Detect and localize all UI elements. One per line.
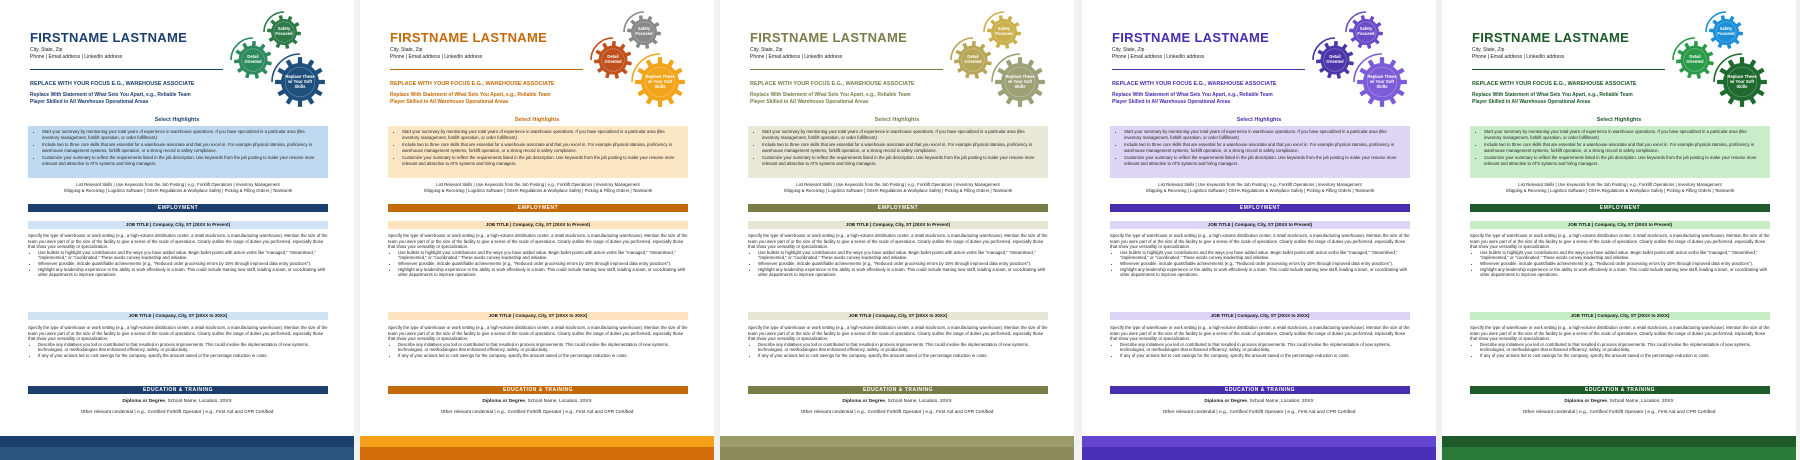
education-section-header: EDUCATION & TRAINING [28,386,328,394]
footer-stripe-top [720,436,1074,447]
job-2-bullet: • Describe any initiatives you led or contributed to that resulted in process improvements. This could involve the implementation of new systems, technologies, or methodologies that enhanced efficiency, safety, or productivity. [1120,342,1410,353]
summary-bullet: • Customize your summary to reflect the requirements listed in the job description. Use keywords from the job posting to make your resume more relevant and attractive to ATS systems and hiring managers. [1484,155,1764,166]
skills-list [748,182,1048,194]
summary-box [1110,126,1410,178]
contact-links: Phone | Email address | LinkedIn address [390,53,483,60]
soft-skills-gears-graphic [1310,10,1422,114]
select-highlights-heading: Select Highlights [1596,117,1642,123]
contact-location: City, State, Zip [390,47,423,53]
degree-label: Diploma or Degree [122,399,165,404]
degree-label: Diploma or Degree [1564,399,1607,404]
footer-stripe-top [1082,436,1436,447]
resume-page-orange [360,0,714,460]
summary-box [388,126,688,178]
job-1-bullet: • Highlight any leadership experience or the ability to work effectively in a team. This could include training new staff, leading a team, or coordinating with other departments to improve operations. [1480,267,1770,278]
summary-bullet: • Include two to three core skills that are essential for a warehouse associate and that you excel in. For example physical stamina, proficiency in warehouse management systems, forklift operation, or a strong record in safety compliance. [402,142,682,153]
contact-location: City, State, Zip [750,47,783,53]
summary-bullet: • Start your summary by mentioning your total years of experience in warehouse operations. If you have specialized in a particular area (like inventory management, forklift operation, or order fulfillment) [1124,129,1404,140]
soft-skills-gears-graphic [228,10,340,114]
summary-bullet: • Customize your summary to reflect the requirements listed in the job description. Use keywords from the job posting to make your resume more relevant and attractive to ATS systems and hiring managers. [762,155,1042,166]
education-credentials: Other relevant credential | e.g., Certified Forklift Operator | e.g., First Aid and CPR Certified [80,410,274,415]
job-1-details [1110,233,1410,278]
employment-section-header: EMPLOYMENT [388,204,688,212]
focus-headline: REPLACE WITH YOUR FOCUS E.G., WAREHOUSE ASSOCIATE [390,81,555,87]
job-2-title: JOB TITLE | Company, City, ST (20XX to 20XX) [28,312,328,320]
gear-label-softskills: Replace These w/ Your Soft Skills [1727,74,1757,89]
contact-info [750,47,842,60]
resume-name: FIRSTNAME LASTNAME [750,30,908,45]
degree-details: , School Name, Location, 20XX [1606,399,1674,404]
job-1-bullet: • Use bullets to highlight your contributions and the ways you have added value. Begin bullet points with action verbs like "managed," "streamlined," "implemented," or "coordinated." These words convey leadership and initiative. [1120,250,1410,261]
job-2-description: Specify the type of warehouse or work setting (e.g., a high-volume distribution center, a retail stockroom, a manufacturing warehouse). Mention the size of the team you were part of or the size of the facility to give a sense of the scale of operations. Clearly outline the range of duties you performed, especially those that show your versatility or specialization. [1470,325,1770,342]
summary-bullet: • Start your summary by mentioning your total years of experience in warehouse operations. If you have specialized in a particular area (like inventory management, forklift operation, or order fulfillment) [42,129,322,140]
footer-stripe-bottom [1442,447,1796,460]
resume-name: FIRSTNAME LASTNAME [390,30,548,45]
job-2-title: JOB TITLE | Company, City, ST (20XX to 20XX) [1110,312,1410,320]
job-1-title: JOB TITLE | Company, City, ST (20XX to Present) [388,221,688,229]
contact-info [1472,47,1564,60]
education-degree [1442,399,1796,404]
job-2-bullet: • Describe any initiatives you led or contributed to that resulted in process improvements. This could involve the implementation of new systems, technologies, or methodologies that enhanced efficiency, safety, or productivity. [758,342,1048,353]
summary-bullet: • Include two to three core skills that are essential for a warehouse associate and that you excel in. For example physical stamina, proficiency in warehouse management systems, forklift operation, or a strong record in safety compliance. [1124,142,1404,153]
skills-line-2: Shipping & Receiving | Logistics Software | OSHA Regulations & Workplace Safety | Picking & Filling Orders | Teamwork [783,188,1013,193]
job-2-details [1110,325,1410,359]
contact-location: City, State, Zip [30,47,63,53]
summary-bullet: • Include two to three core skills that are essential for a warehouse associate and that you excel in. For example physical stamina, proficiency in warehouse management systems, forklift operation, or a strong record in safety compliance. [42,142,322,153]
brand-line-2: Player Skilled in All Warehouse Operational Areas [1112,98,1231,105]
gear-label-softskills: Replace These w/ Your Soft Skills [285,74,315,89]
education-credentials: Other relevant credential | e.g., Certified Forklift Operator | e.g., First Aid and CPR Certified [1162,410,1356,415]
job-1-bullet: • Highlight any leadership experience or the ability to work effectively in a team. This could include training new staff, leading a team, or coordinating with other departments to improve operations. [758,267,1048,278]
skills-line-1: List Relevant Skills | Use Keywords from the Job Posting | e.g., Forklift Operations | Inventory Management [1518,182,1722,187]
footer-stripe-bottom [1082,447,1436,460]
job-1-title: JOB TITLE | Company, City, ST (20XX to Present) [1470,221,1770,229]
summary-bullet: • Start your summary by mentioning your total years of experience in warehouse operations. If you have specialized in a particular area (like inventory management, forklift operation, or order fulfillment) [762,129,1042,140]
job-1-bullet: • Whenever possible, include quantifiable achievements (e.g., "Reduced order processing errors by 15% through improved data entry practices"). [758,261,1048,267]
summary-bullet: • Customize your summary to reflect the requirements listed in the job description. Use keywords from the job posting to make your resume more relevant and attractive to ATS systems and hiring managers. [402,155,682,166]
job-1-title: JOB TITLE | Company, City, ST (20XX to Present) [28,221,328,229]
focus-headline: REPLACE WITH YOUR FOCUS E.G., WAREHOUSE ASSOCIATE [1112,81,1277,87]
soft-skills-gears-graphic [948,10,1060,114]
job-1-bullet: • Use bullets to highlight your contributions and the ways you have added value. Begin bullet points with action verbs like "managed," "streamlined," "implemented," or "coordinated." These words convey leadership and initiative. [758,250,1048,261]
resume-page-olive [720,0,1074,460]
job-1-bullet: • Highlight any leadership experience or the ability to work effectively in a team. This could include training new staff, leading a team, or coordinating with other departments to improve operations. [1120,267,1410,278]
page-footer-band [1082,436,1436,460]
footer-stripe-top [360,436,714,447]
job-2-bullet: • If any of your actions led to cost savings for the company, specify the amount saved or the percentage reduction in costs. [758,353,1048,359]
job-2-description: Specify the type of warehouse or work setting (e.g., a high-volume distribution center, a retail stockroom, a manufacturing warehouse). Mention the size of the team you were part of or the size of the facility to give a sense of the scale of operations. Clearly outline the range of duties you performed, especially those that show your versatility or specialization. [1110,325,1410,342]
footer-stripe-bottom [720,447,1074,460]
focus-headline: REPLACE WITH YOUR FOCUS E.G., WAREHOUSE ASSOCIATE [30,81,195,87]
brand-statement [390,92,590,105]
job-1-description: Specify the type of warehouse or work setting (e.g., a high-volume distribution center, a retail stockroom, a manufacturing warehouse). Mention the size of the team you were part of or the size of the facility to give a sense of the scale of operations. Clearly outline the range of duties you performed, especially those that show your versatility or specialization. [388,233,688,250]
job-2-description: Specify the type of warehouse or work setting (e.g., a high-volume distribution center, a retail stockroom, a manufacturing warehouse). Mention the size of the team you were part of or the size of the facility to give a sense of the scale of operations. Clearly outline the range of duties you performed, especially those that show your versatility or specialization. [28,325,328,342]
education-section-header: EDUCATION & TRAINING [1470,386,1770,394]
page-footer-band [720,436,1074,460]
gear-label-softskills: Replace These w/ Your Soft Skills [645,74,675,89]
education-credentials: Other relevant credential | e.g., Certified Forklift Operator | e.g., First Aid and CPR Certified [440,410,634,415]
page-footer-band [360,436,714,460]
job-1-bullet: • Use bullets to highlight your contributions and the ways you have added value. Begin bullet points with action verbs like "managed," "streamlined," "implemented," or "coordinated." These words convey leadership and initiative. [1480,250,1770,261]
job-1-bullet: • Whenever possible, include quantifiable achievements (e.g., "Reduced order processing errors by 15% through improved data entry practices"). [38,261,328,267]
page-footer-band [1442,436,1796,460]
brand-line-1: Replace With Statement of What Sets You Apart, e.g., Reliable Team [30,92,191,98]
skills-line-1: List Relevant Skills | Use Keywords from the Job Posting | e.g., Forklift Operations | Inventory Management [76,182,280,187]
gear-label-safety: Safety Focused [635,26,653,36]
footer-stripe-bottom [360,447,714,460]
degree-details: , School Name, Location, 20XX [164,399,232,404]
skills-list [388,182,688,194]
degree-label: Diploma or Degree [1204,399,1247,404]
gear-label-safety: Safety Focused [1717,26,1735,36]
brand-line-1: Replace With Statement of What Sets You Apart, e.g., Reliable Team [750,92,911,98]
select-highlights-heading: Select Highlights [874,117,920,123]
degree-details: , School Name, Location, 20XX [884,399,952,404]
job-2-details [28,325,328,359]
job-2-bullet: • If any of your actions led to cost savings for the company, specify the amount saved or the percentage reduction in costs. [398,353,688,359]
gear-label-detail: Detail Oriented [604,54,622,64]
degree-label: Diploma or Degree [482,399,525,404]
job-2-bullet: • Describe any initiatives you led or contributed to that resulted in process improvements. This could involve the implementation of new systems, technologies, or methodologies that enhanced efficiency, safety, or productivity. [398,342,688,353]
job-2-description: Specify the type of warehouse or work setting (e.g., a high-volume distribution center, a retail stockroom, a manufacturing warehouse). Mention the size of the team you were part of or the size of the facility to give a sense of the scale of operations. Clearly outline the range of duties you performed, especially those that show your versatility or specialization. [748,325,1048,342]
job-1-description: Specify the type of warehouse or work setting (e.g., a high-volume distribution center, a retail stockroom, a manufacturing warehouse). Mention the size of the team you were part of or the size of the facility to give a sense of the scale of operations. Clearly outline the range of duties you performed, especially those that show your versatility or specialization. [1110,233,1410,250]
header-divider [30,69,223,70]
resume-name: FIRSTNAME LASTNAME [30,30,188,45]
degree-details: , School Name, Location, 20XX [524,399,592,404]
gear-label-safety: Safety Focused [275,26,293,36]
summary-bullet: • Start your summary by mentioning your total years of experience in warehouse operations. If you have specialized in a particular area (like inventory management, forklift operation, or order fulfillment) [402,129,682,140]
brand-line-1: Replace With Statement of What Sets You Apart, e.g., Reliable Team [390,92,551,98]
job-1-description: Specify the type of warehouse or work setting (e.g., a high-volume distribution center, a retail stockroom, a manufacturing warehouse). Mention the size of the team you were part of or the size of the facility to give a sense of the scale of operations. Clearly outline the range of duties you performed, especially those that show your versatility or specialization. [748,233,1048,250]
brand-statement [750,92,950,105]
contact-info [1112,47,1204,60]
summary-bullet: • Start your summary by mentioning your total years of experience in warehouse operations. If you have specialized in a particular area (like inventory management, forklift operation, or order fulfillment) [1484,129,1764,140]
job-2-title: JOB TITLE | Company, City, ST (20XX to 20XX) [388,312,688,320]
select-highlights-heading: Select Highlights [154,117,200,123]
job-1-title: JOB TITLE | Company, City, ST (20XX to Present) [1110,221,1410,229]
employment-section-header: EMPLOYMENT [1110,204,1410,212]
job-2-bullet: • If any of your actions led to cost savings for the company, specify the amount saved or the percentage reduction in costs. [38,353,328,359]
resume-name: FIRSTNAME LASTNAME [1112,30,1270,45]
gear-label-safety: Safety Focused [1357,26,1375,36]
education-section-header: EDUCATION & TRAINING [388,386,688,394]
page-footer-band [0,436,354,460]
skills-list [1470,182,1770,194]
summary-bullet: • Customize your summary to reflect the requirements listed in the job description. Use keywords from the job posting to make your resume more relevant and attractive to ATS systems and hiring managers. [1124,155,1404,166]
job-1-description: Specify the type of warehouse or work setting (e.g., a high-volume distribution center, a retail stockroom, a manufacturing warehouse). Mention the size of the team you were part of or the size of the facility to give a sense of the scale of operations. Clearly outline the range of duties you performed, especially those that show your versatility or specialization. [1470,233,1770,250]
job-2-bullet: • If any of your actions led to cost savings for the company, specify the amount saved or the percentage reduction in costs. [1120,353,1410,359]
employment-section-header: EMPLOYMENT [28,204,328,212]
job-2-bullet: • Describe any initiatives you led or contributed to that resulted in process improvements. This could involve the implementation of new systems, technologies, or methodologies that enhanced efficiency, safety, or productivity. [1480,342,1770,353]
summary-box [1470,126,1770,178]
summary-bullet: • Customize your summary to reflect the requirements listed in the job description. Use keywords from the job posting to make your resume more relevant and attractive to ATS systems and hiring managers. [42,155,322,166]
degree-label: Diploma or Degree [842,399,885,404]
header-divider [750,69,943,70]
job-1-bullet: • Highlight any leadership experience or the ability to work effectively in a team. This could include training new staff, leading a team, or coordinating with other departments to improve operations. [38,267,328,278]
skills-line-1: List Relevant Skills | Use Keywords from the Job Posting | e.g., Forklift Operations | Inventory Management [796,182,1000,187]
resume-page-navy [0,0,354,460]
job-2-details [748,325,1048,359]
brand-line-2: Player Skilled in All Warehouse Operational Areas [1472,98,1591,105]
job-1-details [388,233,688,278]
resume-page-green [1442,0,1796,460]
job-1-bullet: • Use bullets to highlight your contributions and the ways you have added value. Begin bullet points with action verbs like "managed," "streamlined," "implemented," or "coordinated." These words convey leadership and initiative. [398,250,688,261]
skills-line-1: List Relevant Skills | Use Keywords from the Job Posting | e.g., Forklift Operations | Inventory Management [1158,182,1362,187]
gear-label-detail: Detail Oriented [244,54,262,64]
header-divider [1112,69,1305,70]
job-2-description: Specify the type of warehouse or work setting (e.g., a high-volume distribution center, a retail stockroom, a manufacturing warehouse). Mention the size of the team you were part of or the size of the facility to give a sense of the scale of operations. Clearly outline the range of duties you performed, especially those that show your versatility or specialization. [388,325,688,342]
gear-label-softskills: Replace These w/ Your Soft Skills [1367,74,1397,89]
brand-statement [30,92,230,105]
job-1-bullet: • Whenever possible, include quantifiable achievements (e.g., "Reduced order processing errors by 15% through improved data entry practices"). [1480,261,1770,267]
gear-label-softskills: Replace These w/ Your Soft Skills [1005,74,1035,89]
job-1-title: JOB TITLE | Company, City, ST (20XX to Present) [748,221,1048,229]
education-degree [720,399,1074,404]
contact-location: City, State, Zip [1472,47,1505,53]
job-1-bullet: • Whenever possible, include quantifiable achievements (e.g., "Reduced order processing errors by 15% through improved data entry practices"). [398,261,688,267]
degree-details: , School Name, Location, 20XX [1246,399,1314,404]
focus-headline: REPLACE WITH YOUR FOCUS E.G., WAREHOUSE ASSOCIATE [1472,81,1637,87]
gear-label-detail: Detail Oriented [1686,54,1704,64]
job-1-details [748,233,1048,278]
gear-label-detail: Detail Oriented [964,54,982,64]
skills-list [1110,182,1410,194]
job-2-details [388,325,688,359]
summary-bullet: • Include two to three core skills that are essential for a warehouse associate and that you excel in. For example physical stamina, proficiency in warehouse management systems, forklift operation, or a strong record in safety compliance. [1484,142,1764,153]
brand-statement [1472,92,1672,105]
brand-line-1: Replace With Statement of What Sets You Apart, e.g., Reliable Team [1112,92,1273,98]
skills-line-2: Shipping & Receiving | Logistics Software | OSHA Regulations & Workplace Safety | Picking & Filling Orders | Teamwork [423,188,653,193]
contact-links: Phone | Email address | LinkedIn address [1472,53,1565,60]
education-section-header: EDUCATION & TRAINING [1110,386,1410,394]
gear-label-detail: Detail Oriented [1326,54,1344,64]
soft-skills-gears-graphic [1670,10,1782,114]
skills-line-2: Shipping & Receiving | Logistics Software | OSHA Regulations & Workplace Safety | Picking & Filling Orders | Teamwork [1505,188,1735,193]
education-degree [360,399,714,404]
job-2-bullet: • Describe any initiatives you led or contributed to that resulted in process improvements. This could involve the implementation of new systems, technologies, or methodologies that enhanced efficiency, safety, or productivity. [38,342,328,353]
contact-info [390,47,482,60]
contact-links: Phone | Email address | LinkedIn address [30,53,123,60]
brand-statement [1112,92,1312,105]
job-2-title: JOB TITLE | Company, City, ST (20XX to 20XX) [748,312,1048,320]
summary-bullet: • Include two to three core skills that are essential for a warehouse associate and that you excel in. For example physical stamina, proficiency in warehouse management systems, forklift operation, or a strong record in safety compliance. [762,142,1042,153]
education-credentials: Other relevant credential | e.g., Certified Forklift Operator | e.g., First Aid and CPR Certified [1522,410,1716,415]
job-2-details [1470,325,1770,359]
select-highlights-heading: Select Highlights [1236,117,1282,123]
resume-page-purple [1082,0,1436,460]
select-highlights-heading: Select Highlights [514,117,560,123]
employment-section-header: EMPLOYMENT [748,204,1048,212]
brand-line-2: Player Skilled in All Warehouse Operational Areas [30,98,149,105]
footer-stripe-top [0,436,354,447]
skills-line-2: Shipping & Receiving | Logistics Software | OSHA Regulations & Workplace Safety | Picking & Filling Orders | Teamwork [63,188,293,193]
brand-line-1: Replace With Statement of What Sets You Apart, e.g., Reliable Team [1472,92,1633,98]
job-2-title: JOB TITLE | Company, City, ST (20XX to 20XX) [1470,312,1770,320]
skills-line-1: List Relevant Skills | Use Keywords from the Job Posting | e.g., Forklift Operations | Inventory Management [436,182,640,187]
education-degree [1082,399,1436,404]
header-divider [1472,69,1665,70]
brand-line-2: Player Skilled in All Warehouse Operational Areas [390,98,509,105]
focus-headline: REPLACE WITH YOUR FOCUS E.G., WAREHOUSE ASSOCIATE [750,81,915,87]
job-1-details [28,233,328,278]
education-section-header: EDUCATION & TRAINING [748,386,1048,394]
contact-links: Phone | Email address | LinkedIn address [750,53,843,60]
gear-label-safety: Safety Focused [995,26,1013,36]
skills-line-2: Shipping & Receiving | Logistics Software | OSHA Regulations & Workplace Safety | Picking & Filling Orders | Teamwork [1145,188,1375,193]
employment-section-header: EMPLOYMENT [1470,204,1770,212]
education-degree [0,399,354,404]
job-1-description: Specify the type of warehouse or work setting (e.g., a high-volume distribution center, a retail stockroom, a manufacturing warehouse). Mention the size of the team you were part of or the size of the facility to give a sense of the scale of operations. Clearly outline the range of duties you performed, especially those that show your versatility or specialization. [28,233,328,250]
contact-location: City, State, Zip [1112,47,1145,53]
footer-stripe-bottom [0,447,354,460]
contact-info [30,47,122,60]
footer-stripe-top [1442,436,1796,447]
job-2-bullet: • If any of your actions led to cost savings for the company, specify the amount saved or the percentage reduction in costs. [1480,353,1770,359]
header-divider [390,69,583,70]
summary-box [748,126,1048,178]
soft-skills-gears-graphic [588,10,700,114]
skills-list [28,182,328,194]
resume-name: FIRSTNAME LASTNAME [1472,30,1630,45]
job-1-details [1470,233,1770,278]
brand-line-2: Player Skilled in All Warehouse Operational Areas [750,98,869,105]
job-1-bullet: • Use bullets to highlight your contributions and the ways you have added value. Begin bullet points with action verbs like "managed," "streamlined," "implemented," or "coordinated." These words convey leadership and initiative. [38,250,328,261]
education-credentials: Other relevant credential | e.g., Certified Forklift Operator | e.g., First Aid and CPR Certified [800,410,994,415]
job-1-bullet: • Highlight any leadership experience or the ability to work effectively in a team. This could include training new staff, leading a team, or coordinating with other departments to improve operations. [398,267,688,278]
contact-links: Phone | Email address | LinkedIn address [1112,53,1205,60]
summary-box [28,126,328,178]
job-1-bullet: • Whenever possible, include quantifiable achievements (e.g., "Reduced order processing errors by 15% through improved data entry practices"). [1120,261,1410,267]
